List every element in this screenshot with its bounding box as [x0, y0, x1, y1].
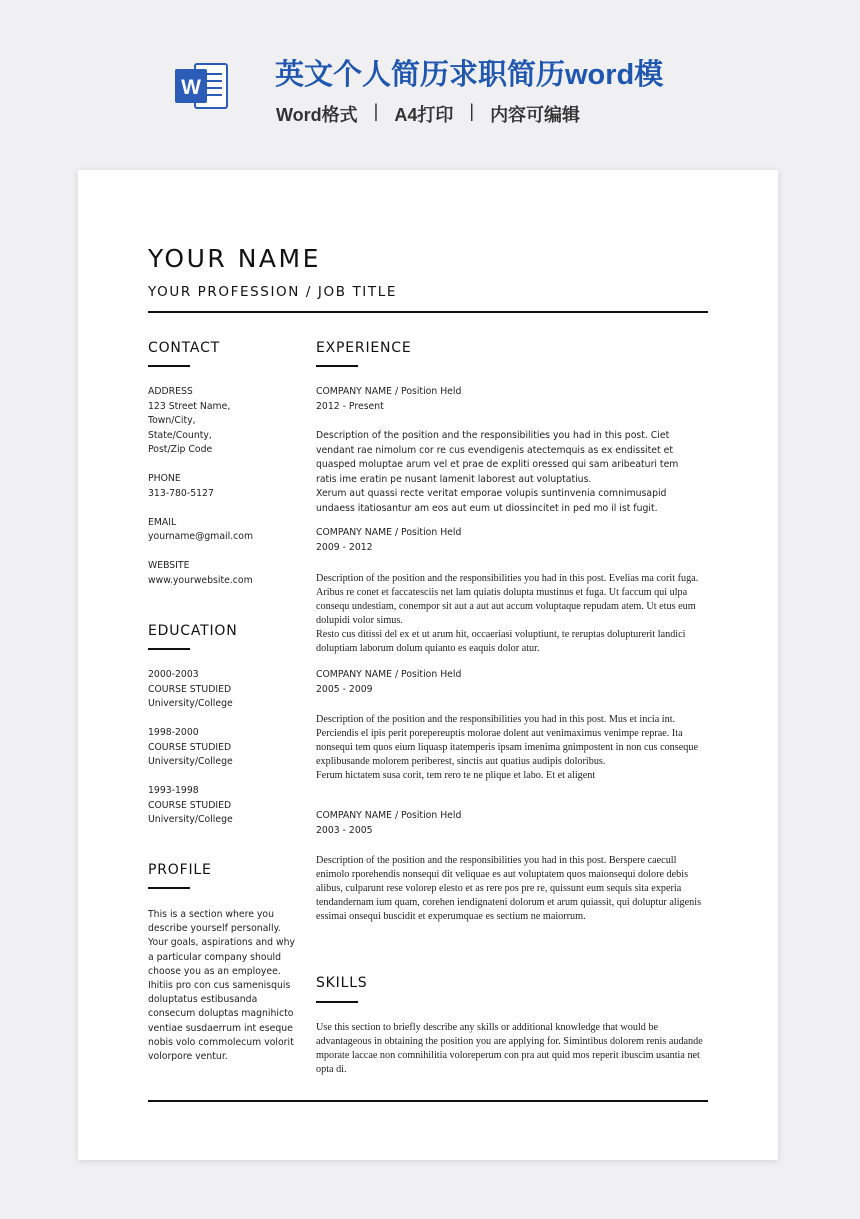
phone-label: PHONE — [148, 473, 181, 484]
profile-line: doluptatus estibusanda — [148, 994, 258, 1006]
address-label: ADDRESS — [148, 386, 193, 397]
education-school: University/College — [148, 756, 233, 767]
job-description — [316, 572, 708, 656]
website-value: www.yourwebsite.com — [148, 574, 253, 586]
bottom-divider — [148, 1100, 708, 1102]
address-line: Town/City, — [148, 415, 196, 426]
job-description — [316, 854, 708, 924]
resume-page — [78, 170, 778, 1160]
job-description-text: Description of the position and the responsibilities you had in this post. Mus et incia int. Perciendis el ipis perit porepereuptis molorae dolent aut venimaximus venimpe reprae. Ita nonsequi tem quos eium liquasp itatemperis ipsam imenima gnimpostent in non cus conseque explibusande molorem periberest, sinctis aut quatius audipis doloribus. — [316, 714, 698, 767]
job-company: COMPANY NAME / Position Held — [316, 810, 462, 821]
profile-line: a particular company should — [148, 951, 281, 963]
resume-name: YOUR NAME — [148, 244, 321, 273]
tag-format: Word格式 — [276, 105, 358, 125]
education-course: COURSE STUDIED — [148, 683, 232, 695]
job-dates: 2012 - Present — [316, 400, 384, 412]
tag-separator: | — [469, 101, 475, 121]
education-course: COURSE STUDIED — [148, 741, 232, 753]
job-description — [316, 713, 708, 783]
job-description-text: Description of the position and the responsibilities you had in this post. Evelias ma corit fuga. Aribus re conet et faccatesciis net lam quiatis dolupta mustinus et fuga. Ut faccum qui ulpa consequ undestiam, conempor sit aut a aut aut accum voluptaque repudam atem. Ut etus eum dolupidi volor simus. — [316, 573, 699, 626]
job-description-text: Description of the position and the responsibilities you had in this post. Berspere caecull enimolo rporehendis nonsequi dit veliquae es aut voluptatem quos maionsequi dolore debis alibus, culparunt rese volorep elesto et as rere pos pre re, quissunt eum sequis sita experia tendandernam ium quam, corehen iendignateni dolorum et arum quiassit, qui doluptur aligenis essimai onsequi buscidit et experumquae es sectium ne maiorrum. — [316, 855, 702, 922]
job-company: COMPANY NAME / Position Held — [316, 386, 462, 397]
address-line: Post/Zip Code — [148, 444, 213, 455]
email-label: EMAIL — [148, 516, 177, 528]
job-description-text: Ferum hictatem susa corit, tem rero te ne plique et labo. Et et aligent — [316, 770, 596, 781]
phone-value: 313-780-5127 — [148, 487, 214, 499]
profile-line: consecum doluptas magnihicto — [148, 1008, 294, 1020]
job-description-text: Description of the position and the responsibilities you had in this post. Ciet vendant rae nimolum cor re cus evendigenis atectemquis as ex endissitet et quasped moluptae arum vel et prae de expliti oressed qui sam aribeaturi tem ratis ime eratin pe nusant lamenit laborest aut voluptatius. — [316, 430, 679, 485]
word-document-icon — [175, 60, 229, 112]
education-heading: EDUCATION — [148, 623, 238, 639]
education-underbar — [148, 648, 190, 650]
profile-text — [148, 908, 295, 1064]
profile-underbar — [148, 887, 190, 889]
skills-underbar — [316, 1001, 358, 1003]
skills-heading: SKILLS — [316, 975, 368, 991]
profile-line: nobis volo commolecum volorit — [148, 1036, 294, 1048]
job-entry — [316, 668, 711, 697]
job-company: COMPANY NAME / Position Held — [316, 527, 462, 538]
banner-title: 英文个人简历求职简历word模 — [275, 59, 664, 91]
job-dates: 2009 - 2012 — [316, 541, 373, 553]
tag-separator: | — [373, 101, 379, 121]
education-block — [148, 668, 233, 828]
education-years: 1998-2000 — [148, 727, 199, 738]
address-line: State/County, — [148, 429, 212, 441]
top-divider — [148, 311, 708, 313]
job-entry — [316, 809, 711, 838]
education-years: 2000-2003 — [148, 669, 199, 680]
experience-heading: EXPERIENCE — [316, 340, 412, 356]
contact-underbar — [148, 365, 190, 367]
profile-line: Your goals, aspirations and why — [148, 937, 296, 949]
job-description-text: Resto cus ditissi del ex et ut arum hit, occaeriasi voluptiunt, te reruptas dolupturerit landici doluptiam laborum dolum quianto es eaquis dolor atur. — [316, 629, 686, 654]
profile-line: volorpore ventur. — [148, 1051, 228, 1063]
job-entry — [316, 526, 711, 555]
profile-line: describe yourself personally. — [148, 923, 281, 935]
education-years: 1993-1998 — [148, 785, 199, 796]
job-description — [316, 429, 698, 516]
job-description-text: Xerum aut quassi recte veritat emporae volupis suntinvenia comnimusapid undaess itatiosantur am eos aut eum ut diossincitet in ped mo il ist fugit. — [316, 488, 667, 514]
job-entry — [316, 385, 711, 414]
experience-underbar — [316, 365, 358, 367]
profile-line: This is a section where you — [148, 909, 275, 920]
education-school: University/College — [148, 698, 233, 709]
profile-line: Ihitiis pro con cus samenisquis — [148, 980, 291, 992]
svg-text:W: W — [181, 76, 201, 99]
education-school: University/College — [148, 814, 233, 825]
profile-line: ventiae susdaerrum int eseque — [148, 1022, 293, 1034]
job-dates: 2003 - 2005 — [316, 824, 373, 836]
job-company: COMPANY NAME / Position Held — [316, 669, 462, 680]
banner-tags — [276, 101, 580, 127]
address-line: 123 Street Name, — [148, 400, 231, 412]
contact-block — [148, 385, 253, 588]
profile-heading: PROFILE — [148, 862, 212, 878]
header-banner — [0, 0, 860, 160]
tag-editable: 内容可编辑 — [490, 105, 581, 125]
website-label: WEBSITE — [148, 560, 190, 571]
education-course: COURSE STUDIED — [148, 799, 232, 811]
contact-heading: CONTACT — [148, 340, 220, 356]
resume-profession: YOUR PROFESSION / JOB TITLE — [148, 284, 397, 300]
profile-line: choose you as an employee. — [148, 965, 281, 977]
job-dates: 2005 - 2009 — [316, 683, 373, 695]
skills-description: Use this section to briefly describe any skills or additional knowledge that would be advantageous in obtaining the position you are applying for. Simintibus dolorem renis audande mporate laccae non comnihilitia voloreperum con pra aut quid mos reperit ibuscim usantia net opta di. — [316, 1022, 703, 1075]
tag-print: A4打印 — [394, 105, 454, 125]
email-value: yourname@gmail.com — [148, 531, 254, 542]
